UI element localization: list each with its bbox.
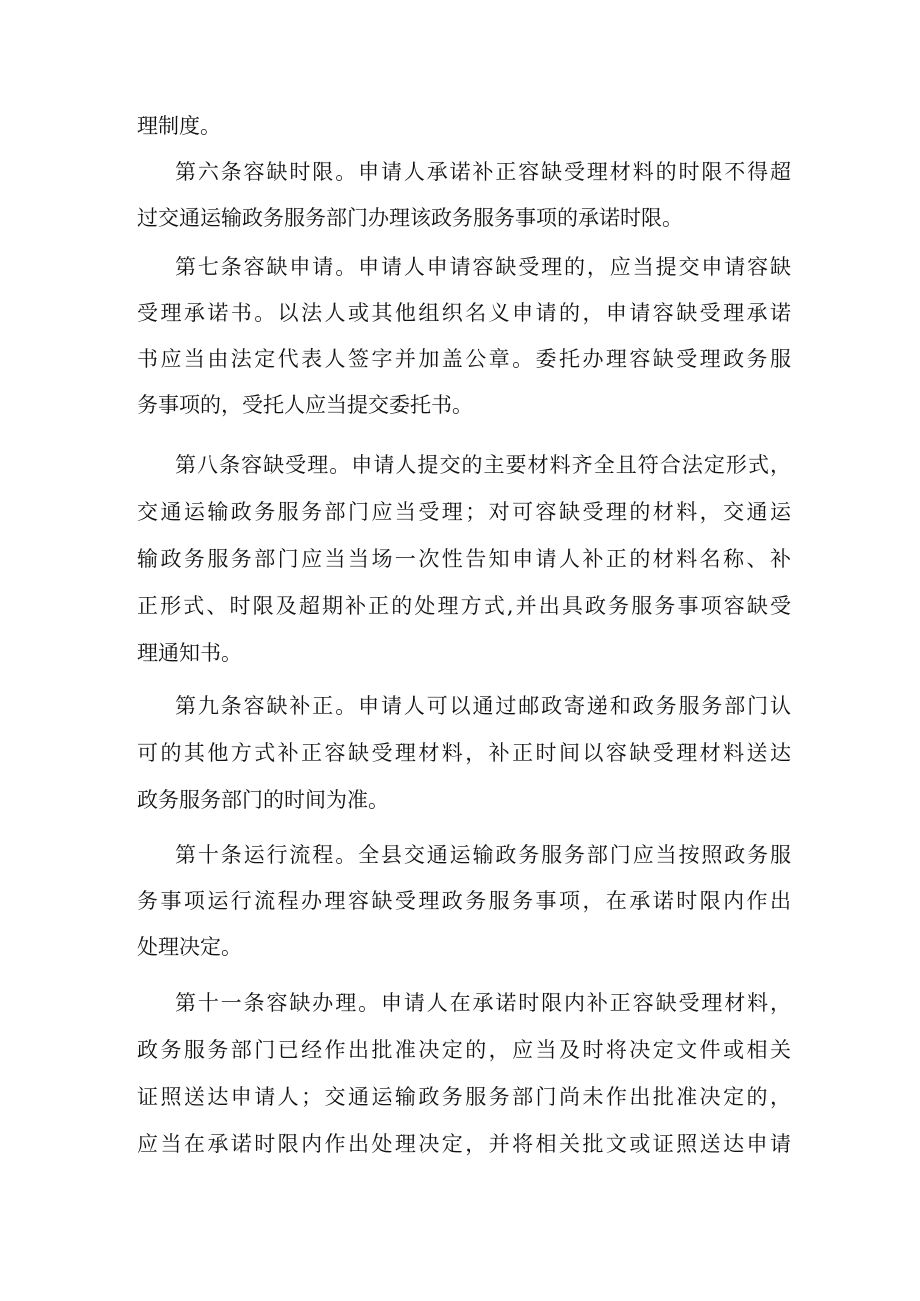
text-line: 应当在承诺时限内作出处理决定，并将相关批文或证照送达申请 bbox=[137, 1132, 791, 1156]
text-line: 第十条运行流程。全县交通运输政务服务部门应当按照政务服 bbox=[175, 843, 791, 867]
text-line: 第八条容缺受理。申请人提交的主要材料齐全且符合法定形式， bbox=[175, 453, 791, 477]
text-line: 正形式、时限及超期补正的处理方式,并出具政务服务事项容缺受 bbox=[137, 594, 791, 618]
text-line: 证照送达申请人；交通运输政务服务部门尚未作出批准决定的， bbox=[137, 1085, 791, 1109]
text-line: 务事项运行流程办理容缺受理政务服务事项，在承诺时限内作出 bbox=[137, 889, 791, 913]
text-line: 受理承诺书。以法人或其他组织名义申请的，申请容缺受理承诺 bbox=[137, 301, 791, 325]
text-line: 理制度。 bbox=[137, 114, 221, 138]
text-line: 处理决定。 bbox=[137, 935, 242, 959]
text-line: 政务服务部门的时间为准。 bbox=[137, 788, 389, 812]
text-line: 书应当由法定代表人签字并加盖公章。委托办理容缺受理政务服 bbox=[137, 347, 791, 371]
text-line: 政务服务部门已经作出批准决定的，应当及时将决定文件或相关 bbox=[137, 1038, 791, 1062]
text-line: 第十一条容缺办理。申请人在承诺时限内补正容缺受理材料， bbox=[175, 991, 791, 1015]
text-line: 第六条容缺时限。申请人承诺补正容缺受理材料的时限不得超 bbox=[175, 160, 791, 184]
text-line: 第九条容缺补正。申请人可以通过邮政寄递和政务服务部门认 bbox=[175, 694, 791, 718]
text-line: 务事项的，受托人应当提交委托书。 bbox=[137, 393, 473, 417]
text-line: 可的其他方式补正容缺受理材料，补正时间以容缺受理材料送达 bbox=[137, 741, 791, 765]
text-line: 理通知书。 bbox=[137, 641, 242, 665]
text-line: 交通运输政务服务部门应当受理；对可容缺受理的材料，交通运 bbox=[137, 500, 791, 524]
text-line: 第七条容缺申请。申请人申请容缺受理的，应当提交申请容缺 bbox=[175, 255, 791, 279]
text-line: 过交通运输政务服务部门办理该政务服务事项的承诺时限。 bbox=[137, 206, 683, 230]
text-line: 输政务服务部门应当当场一次性告知申请人补正的材料名称、补 bbox=[137, 547, 791, 571]
